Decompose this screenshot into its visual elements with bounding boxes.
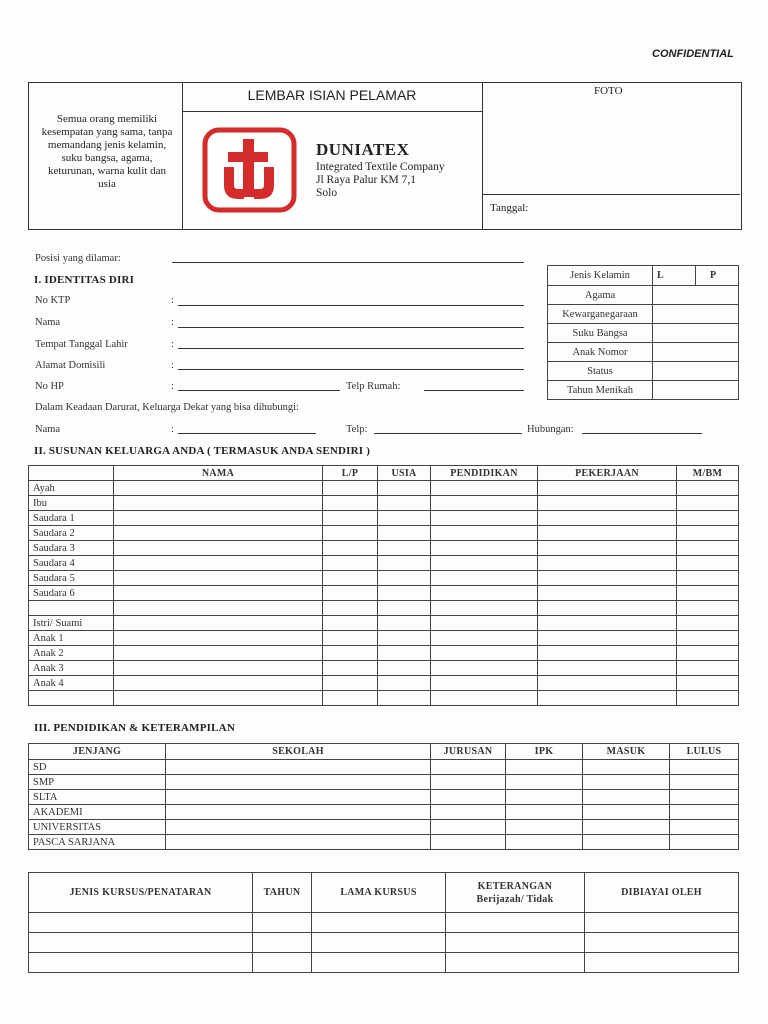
family-col-label-blank: [29, 466, 114, 481]
edu-header-ipk: IPK: [506, 744, 583, 760]
family-cell[interactable]: [323, 631, 378, 646]
education-cell[interactable]: [670, 805, 739, 820]
course-cell[interactable]: [446, 933, 585, 953]
course-cell[interactable]: [312, 933, 446, 953]
family-cell[interactable]: [114, 556, 323, 571]
education-cell[interactable]: [506, 820, 583, 835]
family-row: [29, 601, 739, 616]
family-cell[interactable]: [323, 541, 378, 556]
education-row: [29, 790, 739, 805]
course-cell[interactable]: [312, 953, 446, 973]
emergency-nama-colon: :: [171, 424, 174, 435]
kewarganegaraan-label: Kewarganegaraan: [548, 305, 653, 324]
section2-title: II. SUSUNAN KELUARGA ANDA ( TERMASUK ANDA SENDIRI ): [34, 445, 371, 457]
education-cell[interactable]: [166, 820, 431, 835]
education-cell[interactable]: [583, 805, 670, 820]
education-cell[interactable]: [431, 760, 506, 775]
family-row: [29, 496, 739, 511]
family-row: [29, 571, 739, 586]
header-divider-left: [182, 82, 183, 229]
education-cell[interactable]: [166, 835, 431, 850]
education-cell[interactable]: [506, 805, 583, 820]
family-cell[interactable]: [114, 571, 323, 586]
family-cell[interactable]: [538, 481, 677, 496]
education-level-label: SLTA: [29, 790, 166, 805]
family-cell[interactable]: [323, 616, 378, 631]
family-cell[interactable]: [114, 631, 323, 646]
family-member-label: [29, 691, 114, 706]
education-cell[interactable]: [166, 760, 431, 775]
family-cell[interactable]: [431, 481, 538, 496]
family-member-label: [29, 601, 114, 616]
family-cell[interactable]: [677, 496, 739, 511]
family-cell[interactable]: [538, 586, 677, 601]
course-header-keterangan: [446, 873, 585, 913]
family-cell[interactable]: [114, 616, 323, 631]
anak-nomor-label: Anak Nomor: [548, 343, 653, 362]
nama-label: Nama: [35, 317, 61, 328]
company-city: Solo: [316, 187, 338, 199]
family-header-pekerjaan: PEKERJAAN: [538, 466, 677, 481]
telp-rumah-label: Telp Rumah:: [346, 381, 401, 392]
family-member-label: Anak 3: [29, 661, 114, 676]
course-cell[interactable]: [446, 953, 585, 973]
nama-colon: :: [171, 317, 174, 328]
hp-field[interactable]: [178, 390, 340, 391]
duniatex-logo: [202, 127, 297, 218]
family-row: [29, 616, 739, 631]
ttl-colon: :: [171, 339, 174, 350]
family-cell[interactable]: [538, 646, 677, 661]
education-cell[interactable]: [670, 775, 739, 790]
hp-colon: :: [171, 381, 174, 392]
family-cell[interactable]: [538, 556, 677, 571]
family-cell[interactable]: [431, 661, 538, 676]
family-cell[interactable]: [538, 541, 677, 556]
company-address: Jl Raya Palur KM 7,1: [316, 174, 416, 186]
family-row: [29, 646, 739, 661]
education-level-label: PASCA SARJANA: [29, 835, 166, 850]
family-cell[interactable]: [378, 676, 431, 691]
education-cell[interactable]: [583, 775, 670, 790]
education-cell[interactable]: [166, 775, 431, 790]
family-cell[interactable]: [677, 601, 739, 616]
course-header-tahun: TAHUN: [253, 873, 312, 913]
family-cell[interactable]: [378, 586, 431, 601]
education-cell[interactable]: [583, 760, 670, 775]
family-cell[interactable]: [431, 496, 538, 511]
education-level-label: SD: [29, 760, 166, 775]
education-cell[interactable]: [670, 790, 739, 805]
family-cell[interactable]: [378, 616, 431, 631]
education-cell[interactable]: [431, 775, 506, 790]
family-cell[interactable]: [378, 631, 431, 646]
course-rows: [29, 913, 739, 973]
family-cell[interactable]: [677, 676, 739, 691]
gender-l-option[interactable]: L: [653, 266, 696, 286]
education-row: [29, 760, 739, 775]
alamat-field[interactable]: [178, 369, 524, 370]
family-row: [29, 481, 739, 496]
education-cell[interactable]: [583, 820, 670, 835]
emergency-nama-label: Nama: [35, 424, 61, 435]
education-cell[interactable]: [431, 805, 506, 820]
education-cell[interactable]: [670, 835, 739, 850]
emergency-hubungan-label: Hubungan:: [527, 424, 574, 435]
family-cell[interactable]: [323, 511, 378, 526]
family-cell[interactable]: [114, 541, 323, 556]
section3-title: III. PENDIDIKAN & KETERAMPILAN: [34, 722, 235, 734]
family-cell[interactable]: [378, 481, 431, 496]
family-cell[interactable]: [431, 571, 538, 586]
family-member-label: Saudara 2: [29, 526, 114, 541]
emergency-nama-field[interactable]: [178, 433, 316, 434]
emergency-label: Dalam Keadaan Darurat, Keluarga Dekat yang bisa dihubungi:: [35, 402, 299, 413]
family-cell[interactable]: [538, 601, 677, 616]
family-cell[interactable]: [323, 586, 378, 601]
jenis-kelamin-label: Jenis Kelamin: [548, 266, 653, 286]
family-cell[interactable]: [114, 601, 323, 616]
family-header-pendidikan: PENDIDIKAN: [431, 466, 538, 481]
family-cell[interactable]: [677, 526, 739, 541]
education-cell[interactable]: [670, 820, 739, 835]
title-underline: [182, 111, 482, 112]
education-cell[interactable]: [506, 790, 583, 805]
telp-rumah-field[interactable]: [424, 390, 524, 391]
course-cell[interactable]: [446, 913, 585, 933]
tahun-menikah-field[interactable]: [653, 381, 739, 400]
family-cell[interactable]: [431, 511, 538, 526]
education-level-label: UNIVERSITAS: [29, 820, 166, 835]
edu-header-masuk: MASUK: [583, 744, 670, 760]
family-row: [29, 676, 739, 691]
family-cell[interactable]: [538, 511, 677, 526]
education-row: [29, 805, 739, 820]
course-cell[interactable]: [253, 953, 312, 973]
emergency-telp-label: Telp:: [346, 424, 368, 435]
family-cell[interactable]: [114, 496, 323, 511]
course-cell[interactable]: [585, 913, 739, 933]
family-member-label: Anak 1: [29, 631, 114, 646]
family-cell[interactable]: [677, 646, 739, 661]
status-label: Status: [548, 362, 653, 381]
family-cell[interactable]: [323, 661, 378, 676]
family-cell[interactable]: [114, 481, 323, 496]
course-header-dibiayai: DIBIAYAI OLEH: [585, 873, 739, 913]
course-header-lama: LAMA KURSUS: [312, 873, 446, 913]
family-cell[interactable]: [677, 571, 739, 586]
family-row: [29, 511, 739, 526]
family-row: [29, 541, 739, 556]
ktp-colon: :: [171, 295, 174, 306]
family-row: [29, 526, 739, 541]
confidential-label: CONFIDENTIAL: [652, 48, 734, 60]
family-member-label: Anak 2: [29, 646, 114, 661]
family-cell[interactable]: [378, 571, 431, 586]
education-table: [28, 743, 739, 850]
family-cell[interactable]: [378, 691, 431, 706]
family-cell[interactable]: [538, 571, 677, 586]
family-cell[interactable]: [378, 541, 431, 556]
education-cell[interactable]: [506, 760, 583, 775]
family-cell[interactable]: [431, 601, 538, 616]
family-cell[interactable]: [538, 631, 677, 646]
family-cell[interactable]: [677, 586, 739, 601]
family-row: [29, 661, 739, 676]
family-cell[interactable]: [378, 526, 431, 541]
family-cell[interactable]: [431, 691, 538, 706]
family-cell[interactable]: [378, 661, 431, 676]
family-cell[interactable]: [677, 541, 739, 556]
education-cell[interactable]: [431, 790, 506, 805]
gender-p-option[interactable]: P: [696, 266, 739, 286]
photo-label: FOTO: [594, 85, 623, 97]
course-cell[interactable]: [253, 913, 312, 933]
family-cell[interactable]: [114, 511, 323, 526]
hp-label: No HP: [35, 381, 64, 392]
family-cell[interactable]: [677, 631, 739, 646]
family-member-label: Istri/ Suami: [29, 616, 114, 631]
emergency-telp-field[interactable]: [374, 433, 522, 434]
education-cell[interactable]: [506, 835, 583, 850]
family-cell[interactable]: [677, 556, 739, 571]
family-header-mbm: M/BM: [677, 466, 739, 481]
edu-header-lulus: LULUS: [670, 744, 739, 760]
edu-header-sekolah: SEKOLAH: [166, 744, 431, 760]
posisi-label: Posisi yang dilamar:: [35, 253, 121, 264]
kewarganegaraan-field[interactable]: [653, 305, 739, 324]
family-cell[interactable]: [538, 616, 677, 631]
tanggal-label: Tanggal:: [490, 202, 529, 214]
course-cell[interactable]: [29, 933, 253, 953]
course-header-keterangan-sub: Berijazah/ Tidak: [476, 893, 554, 905]
family-cell[interactable]: [677, 481, 739, 496]
family-member-label: Saudara 6: [29, 586, 114, 601]
family-cell[interactable]: [323, 496, 378, 511]
nama-field[interactable]: [178, 327, 524, 328]
family-header-usia: USIA: [378, 466, 431, 481]
course-row: [29, 933, 739, 953]
family-cell[interactable]: [677, 616, 739, 631]
family-cell[interactable]: [431, 631, 538, 646]
family-member-label: Saudara 3: [29, 541, 114, 556]
identity-side-table: [547, 265, 739, 400]
family-cell[interactable]: [538, 526, 677, 541]
course-header-keterangan-main: KETERANGAN: [477, 880, 553, 892]
family-member-label: Ibu: [29, 496, 114, 511]
family-cell[interactable]: [378, 496, 431, 511]
education-row: [29, 835, 739, 850]
family-cell[interactable]: [378, 511, 431, 526]
family-row: [29, 691, 739, 706]
family-cell[interactable]: [378, 556, 431, 571]
emergency-hubungan-field[interactable]: [582, 433, 702, 434]
family-cell[interactable]: [431, 676, 538, 691]
education-cell[interactable]: [583, 835, 670, 850]
family-table: [28, 465, 739, 706]
header-divider-right: [482, 82, 483, 229]
agama-field[interactable]: [653, 286, 739, 305]
family-cell[interactable]: [323, 691, 378, 706]
family-cell[interactable]: [114, 676, 323, 691]
suku-bangsa-label: Suku Bangsa: [548, 324, 653, 343]
family-header-lp: L/P: [323, 466, 378, 481]
tahun-menikah-label: Tahun Menikah: [548, 381, 653, 400]
courses-table: [28, 872, 739, 973]
family-row: [29, 556, 739, 571]
course-header-jenis: JENIS KURSUS/PENATARAN: [29, 873, 253, 913]
edu-header-jurusan: JURUSAN: [431, 744, 506, 760]
family-cell[interactable]: [114, 691, 323, 706]
family-cell[interactable]: [431, 646, 538, 661]
family-cell[interactable]: [538, 691, 677, 706]
family-cell[interactable]: [677, 661, 739, 676]
education-cell[interactable]: [431, 835, 506, 850]
family-cell[interactable]: [431, 556, 538, 571]
family-cell[interactable]: [431, 586, 538, 601]
family-cell[interactable]: [114, 586, 323, 601]
course-cell[interactable]: [29, 953, 253, 973]
tanggal-divider: [482, 194, 740, 195]
family-cell[interactable]: [323, 556, 378, 571]
education-cell[interactable]: [583, 790, 670, 805]
course-cell[interactable]: [585, 953, 739, 973]
section1-title: I. IDENTITAS DIRI: [34, 274, 135, 286]
course-cell[interactable]: [253, 933, 312, 953]
family-cell[interactable]: [323, 571, 378, 586]
anak-nomor-field[interactable]: [653, 343, 739, 362]
ttl-label: Tempat Tanggal Lahir: [35, 339, 128, 350]
family-cell[interactable]: [323, 481, 378, 496]
course-row: [29, 913, 739, 933]
suku-bangsa-field[interactable]: [653, 324, 739, 343]
family-member-label: Ayah: [29, 481, 114, 496]
company-tagline: Integrated Textile Company: [316, 161, 445, 173]
ktp-label: No KTP: [35, 295, 71, 306]
education-rows: [29, 760, 739, 850]
course-cell[interactable]: [29, 913, 253, 933]
family-cell[interactable]: [538, 676, 677, 691]
company-name: DUNIATEX: [316, 140, 410, 159]
family-row: [29, 631, 739, 646]
education-row: [29, 820, 739, 835]
education-cell[interactable]: [431, 820, 506, 835]
family-cell[interactable]: [538, 496, 677, 511]
family-member-label: Saudara 1: [29, 511, 114, 526]
posisi-field[interactable]: [172, 262, 524, 263]
family-cell[interactable]: [323, 601, 378, 616]
course-cell[interactable]: [585, 933, 739, 953]
alamat-label: Alamat Domisili: [35, 360, 106, 371]
ktp-field[interactable]: [178, 305, 524, 306]
family-row: [29, 586, 739, 601]
family-cell[interactable]: [114, 646, 323, 661]
family-rows: [29, 481, 739, 706]
education-cell[interactable]: [166, 805, 431, 820]
family-cell[interactable]: [431, 526, 538, 541]
slogan: Semua orang memiliki kesempatan yang sama, tanpa memandang jenis kelamin, suku bangsa, agama, keturunan, warna kulit dan usia: [41, 113, 173, 190]
family-cell[interactable]: [114, 526, 323, 541]
course-cell[interactable]: [312, 913, 446, 933]
family-header-nama: NAMA: [114, 466, 323, 481]
family-member-label: Saudara 4: [29, 556, 114, 571]
status-field[interactable]: [653, 362, 739, 381]
education-level-label: AKADEMI: [29, 805, 166, 820]
family-cell[interactable]: [538, 661, 677, 676]
form-title: LEMBAR ISIAN PELAMAR: [247, 87, 417, 103]
family-member-label: Saudara 5: [29, 571, 114, 586]
edu-header-jenjang: JENJANG: [29, 744, 166, 760]
alamat-colon: :: [171, 360, 174, 371]
education-cell[interactable]: [166, 790, 431, 805]
family-cell[interactable]: [677, 691, 739, 706]
family-cell[interactable]: [323, 646, 378, 661]
family-cell[interactable]: [378, 601, 431, 616]
education-level-label: SMP: [29, 775, 166, 790]
course-row: [29, 953, 739, 973]
family-cell[interactable]: [431, 616, 538, 631]
family-member-label: Anak 4: [29, 676, 114, 691]
ttl-field[interactable]: [178, 348, 524, 349]
family-cell[interactable]: [378, 646, 431, 661]
family-cell[interactable]: [114, 661, 323, 676]
education-cell[interactable]: [670, 760, 739, 775]
family-cell[interactable]: [677, 511, 739, 526]
agama-label: Agama: [548, 286, 653, 305]
education-cell[interactable]: [506, 775, 583, 790]
family-cell[interactable]: [323, 526, 378, 541]
family-cell[interactable]: [323, 676, 378, 691]
education-row: [29, 775, 739, 790]
family-cell[interactable]: [431, 541, 538, 556]
